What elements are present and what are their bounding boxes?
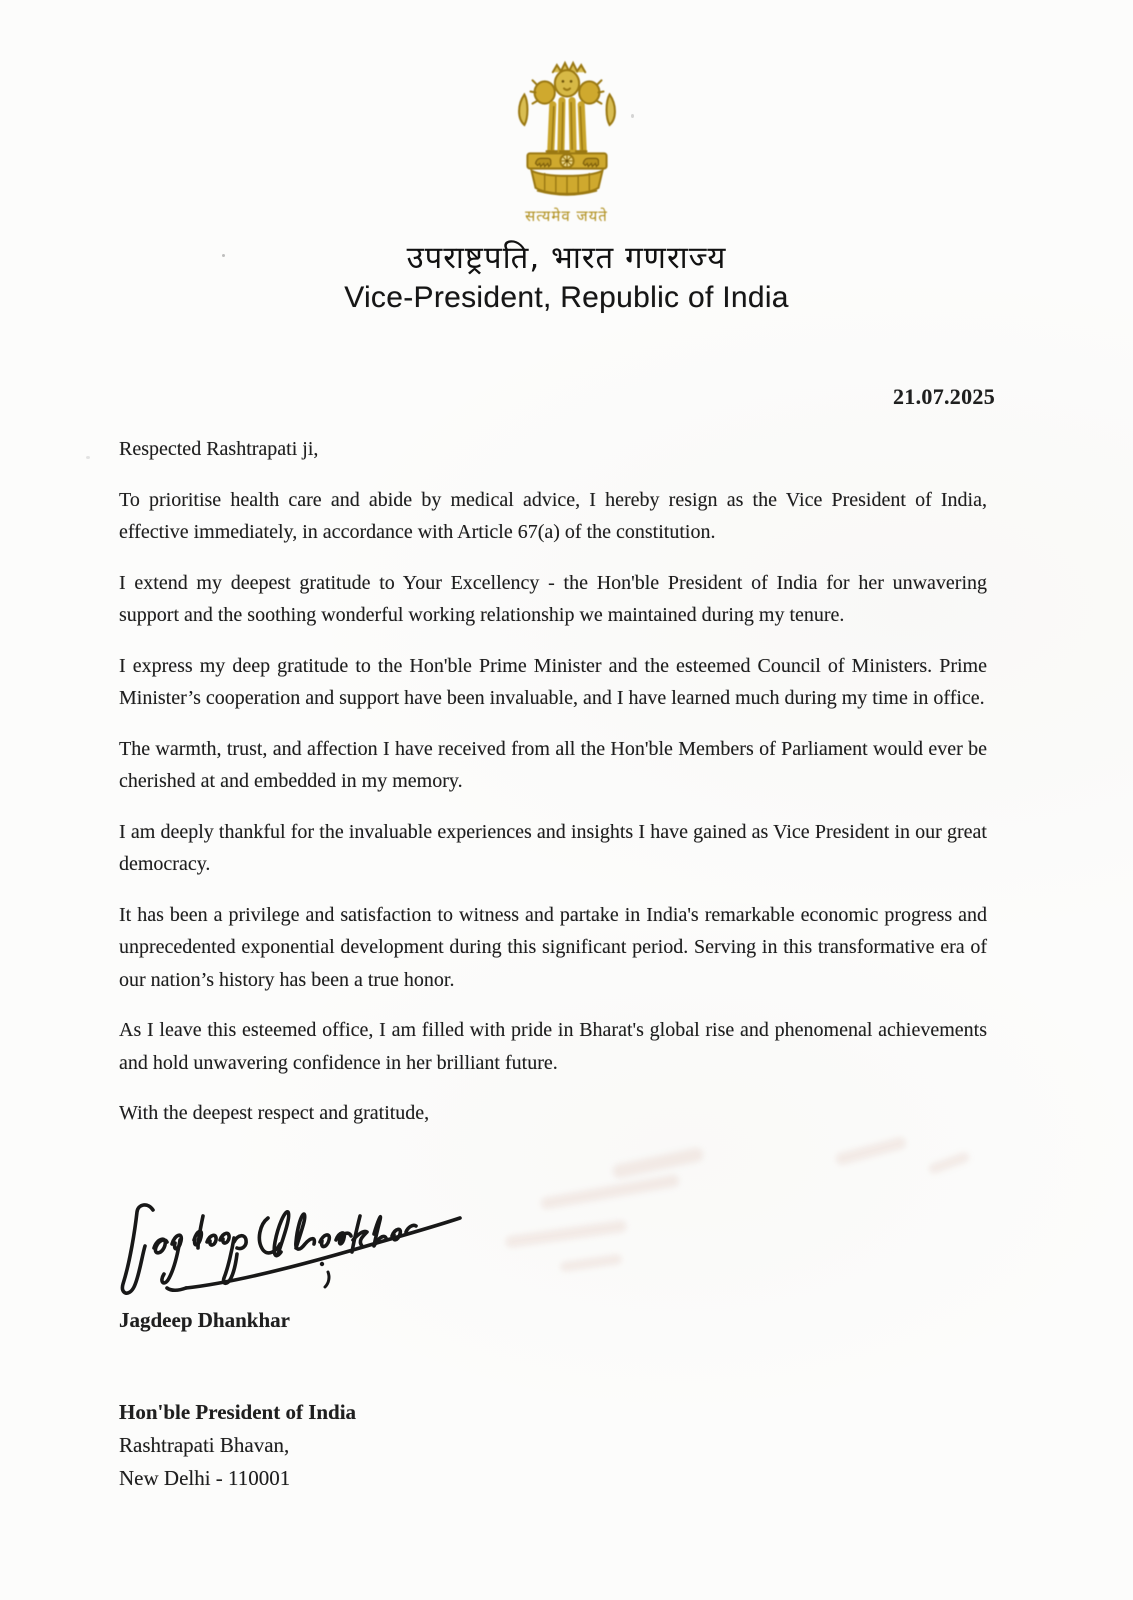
addressee-block — [119, 1396, 356, 1495]
ink-bleed-mark — [928, 1151, 971, 1175]
letterhead-title-english: Vice-President, Republic of India — [344, 281, 789, 314]
addressee-address-line2: New Delhi - 110001 — [119, 1466, 291, 1490]
addressee-title: Hon'ble President of India — [119, 1400, 357, 1424]
ink-bleed-mark — [505, 1220, 627, 1249]
paragraph-gratitude-president: I extend my deepest gratitude to Your Excellency - the Hon'ble President of India for her unwavering support and the soothing wonderful working relationship we maintained during my tenure. — [119, 571, 987, 626]
closing-line: With the deepest respect and gratitude, — [119, 1102, 430, 1124]
handwritten-signature — [110, 1190, 468, 1310]
ink-bleed-mark — [560, 1254, 623, 1273]
salutation: Respected Rashtrapati ji, — [119, 438, 319, 460]
ashoka-lion-capital-icon — [511, 58, 623, 200]
ink-bleed-mark — [612, 1147, 705, 1180]
paragraph-parliament: The warmth, trust, and affection I have received from all the Hon'ble Members of Parliament would ever be cherished at and embedded in my memory. — [119, 737, 987, 792]
letterhead-emblem-block — [482, 58, 652, 226]
letter-body — [119, 433, 987, 1148]
scan-speck — [222, 254, 225, 257]
paragraph-thankful: I am deeply thankful for the invaluable experiences and insights I have gained as Vice President in our great democracy. — [119, 820, 987, 875]
letterhead-title-hindi: उपराष्ट्रपति, भारत गणराज्य — [406, 240, 727, 276]
scan-speck — [86, 456, 90, 459]
paragraph-resignation: To prioritise health care and abide by medical advice, I hereby resign as the Vice President of India, effective immediately, in accordance with Article 67(a) of the constitution. — [119, 488, 987, 543]
addressee-address-line1: Rashtrapati Bhavan, — [119, 1433, 290, 1457]
scan-speck — [631, 114, 634, 118]
signatory-name: Jagdeep Dhankhar — [119, 1308, 290, 1332]
paragraph-farewell: As I leave this esteemed office, I am filled with pride in Bharat's global rise and phenomenal achievements and hold unwavering confidence in her brilliant future. — [119, 1019, 987, 1074]
paragraph-privilege: It has been a privilege and satisfaction to witness and partake in India's remarkable economic progress and unprecedented exponential development during this significant period. Serving in this transformative era of our nation’s history has been a true honor. — [119, 903, 987, 991]
emblem-motto: सत्यमेव जयते — [525, 207, 608, 225]
paragraph-gratitude-pm: I express my deep gratitude to the Hon'ble Prime Minister and the esteemed Council of Ministers. Prime Minister’s cooperation and support have been invaluable, and I have learned much during my time in office. — [119, 654, 987, 709]
ink-bleed-mark — [540, 1174, 680, 1210]
letter-date: 21.07.2025 — [893, 384, 995, 409]
